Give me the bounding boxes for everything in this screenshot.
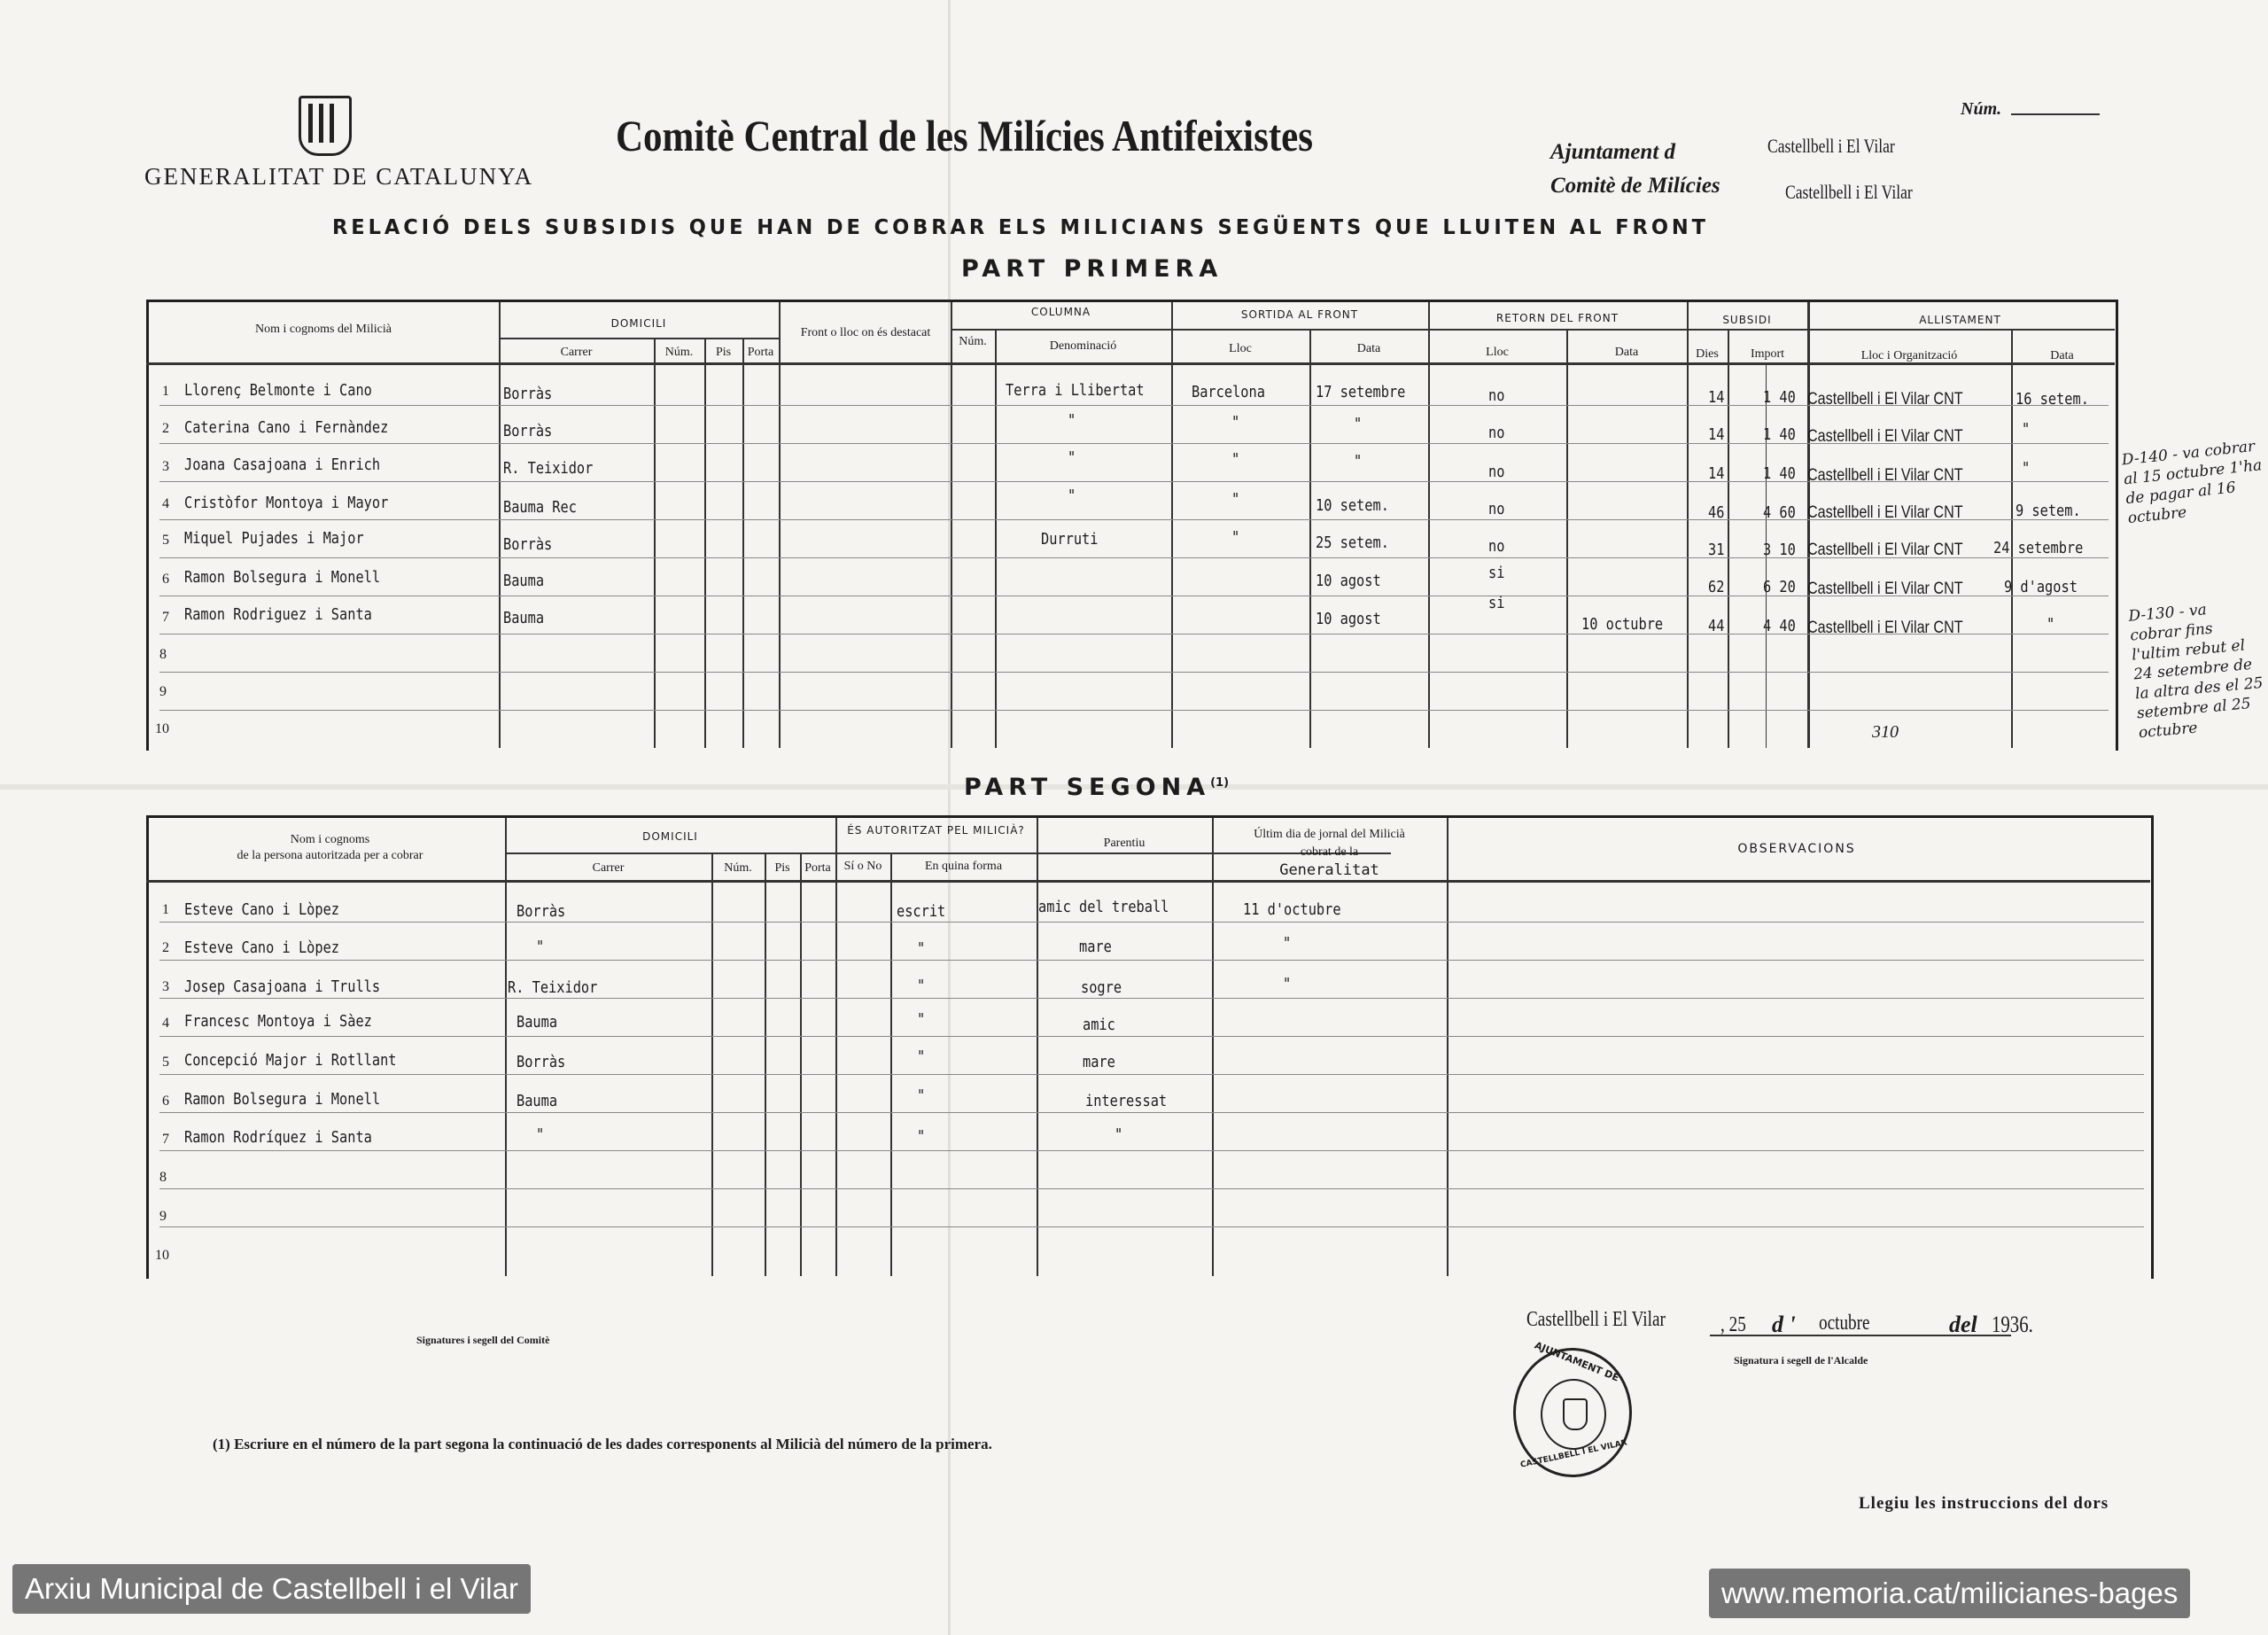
nom-cell: Ramon Bolsegura i Monell <box>184 1090 381 1109</box>
retorn-lloc-cell: si <box>1488 564 1505 582</box>
parentiu-cell: amic <box>1083 1016 1115 1034</box>
forma-cell: " <box>917 1047 926 1066</box>
day-value: , 25 <box>1720 1313 1746 1336</box>
th-num: Núm. <box>724 861 752 875</box>
carrer-cell: Bauma <box>517 1013 558 1032</box>
archive-label: Arxiu Municipal de Castellbell i el Vilar <box>12 1564 531 1614</box>
row-line <box>159 922 2144 923</box>
th-autoritzat: ÉS AUTORITZAT PEL MILICIÀ? <box>847 824 1025 837</box>
th-ultim-2: cobrat de la <box>1300 845 1359 859</box>
row-line <box>159 672 2109 673</box>
domicili-sub-line <box>499 338 779 339</box>
carrer-cell: " <box>536 1125 545 1144</box>
carrer-cell: Borràs <box>517 1053 566 1071</box>
row-line <box>159 1150 2144 1151</box>
denominacio-cell: " <box>1068 487 1076 505</box>
row-number: 6 <box>162 1094 169 1109</box>
row-number: 4 <box>162 496 169 511</box>
dies-cell: 14 <box>1708 388 1725 407</box>
row-number: 7 <box>162 1132 169 1147</box>
allistament-lloc-cell: Castellbell i El Vilar CNT <box>1807 427 1963 446</box>
carrer-cell: Borràs <box>503 422 553 440</box>
v-line <box>890 853 892 1276</box>
part2-table <box>146 815 2154 1279</box>
dies-cell: 14 <box>1708 464 1725 483</box>
row-number: 2 <box>162 940 169 955</box>
allistament-lloc-cell: Castellbell i El Vilar CNT <box>1807 503 1963 522</box>
group-sub-line <box>951 329 2115 331</box>
margin-note-2: D-130 - va cobrar fins l'ultim rebut el 24 setembre de la altra des el 25 setembre al 25 octubre <box>2127 601 2264 743</box>
sortida-data-cell: " <box>1354 452 1363 471</box>
seal-shield-icon <box>1563 1398 1588 1430</box>
parentiu-cell: interessat <box>1085 1092 1168 1110</box>
th-subsidi: SUBSIDI <box>1722 314 1772 326</box>
v-line <box>1309 329 1311 748</box>
retorn-lloc-cell: no <box>1488 424 1505 442</box>
footnote: (1) Escriure en el número de la part segona la continuació de les dades corresponents al Milicià del número de la primera. <box>213 1436 992 1452</box>
row-number: 10 <box>155 1248 169 1263</box>
th-ultim-3: Generalitat <box>1279 861 1379 879</box>
row-number: 1 <box>162 384 169 399</box>
row-number: 5 <box>162 533 169 548</box>
dies-cell: 31 <box>1708 541 1725 559</box>
v-line <box>765 853 766 1276</box>
denominacio-cell: " <box>1068 411 1076 430</box>
v-line <box>1447 818 1449 1276</box>
import-cell: 6 20 <box>1763 578 1796 596</box>
del-label: del <box>1949 1312 1977 1337</box>
v-line <box>704 338 706 748</box>
sortida-data-cell: 25 setem. <box>1316 533 1389 552</box>
th-num: Núm. <box>664 346 694 359</box>
row-line <box>159 1226 2144 1227</box>
row-line <box>159 1112 2144 1113</box>
th-domicili: DOMICILI <box>642 830 698 843</box>
row-number: 10 <box>155 721 169 736</box>
denominacio-cell: Terra i Llibertat <box>1006 381 1145 400</box>
nom-cell: Esteve Cano i Lòpez <box>184 900 340 919</box>
row-number: 6 <box>162 572 169 587</box>
v-line <box>800 853 802 1276</box>
th-pis: Pis <box>774 861 790 875</box>
ajuntament-label: Ajuntament d <box>1550 140 1676 164</box>
v-line <box>1037 818 1038 1276</box>
carrer-cell: Borràs <box>517 902 566 921</box>
forma-cell: escrit <box>897 902 946 921</box>
import-cell: 1 40 <box>1763 464 1796 483</box>
nom-cell: Esteve Cano i Lòpez <box>184 938 340 957</box>
subsidi-total: 310 <box>1872 722 1899 742</box>
th-sortida-data: Data <box>1356 342 1381 355</box>
nom-cell: Ramon Rodriguez i Santa <box>184 605 372 624</box>
th-porta: Porta <box>804 861 831 875</box>
comite-label: Comitè de Milícies <box>1550 174 1720 198</box>
row-number: 8 <box>159 647 167 662</box>
nom-cell: Ramon Bolsegura i Monell <box>184 568 381 587</box>
parentiu-cell: sogre <box>1081 978 1122 997</box>
ultim-cell: " <box>1283 934 1292 953</box>
th-nom: Nom i cognoms del Milicià <box>255 323 392 336</box>
carrer-cell: Bauma <box>503 572 545 590</box>
year-value: 1936. <box>1992 1312 2033 1337</box>
ajuntament-value: Castellbell i El Vilar <box>1767 135 1895 157</box>
v-line <box>1807 302 1810 748</box>
nom-cell: Miquel Pujades i Major <box>184 529 364 548</box>
num-label: Núm. <box>1961 99 2002 119</box>
v-line <box>1566 329 1568 748</box>
sortida-lloc-cell: Barcelona <box>1192 383 1265 401</box>
row-line <box>159 710 2109 711</box>
th-ultim-1: Últim dia de jornal del Milicià <box>1254 828 1405 841</box>
forma-cell: " <box>917 939 926 958</box>
sortida-data-cell: " <box>1354 415 1363 433</box>
website-label: www.memoria.cat/milicianes-bages <box>1709 1569 2190 1618</box>
v-line <box>499 302 501 748</box>
th-col-num: Núm. <box>959 335 987 348</box>
forma-cell: " <box>917 1010 926 1029</box>
row-number: 3 <box>162 979 169 994</box>
signatures-comite-label: Signatures i segell del Comitè <box>416 1334 550 1346</box>
row-line <box>159 960 2144 961</box>
month-value: octubre <box>1819 1312 1870 1335</box>
th-carrer: Carrer <box>592 861 625 875</box>
carrer-cell: " <box>536 938 545 956</box>
signatura-alcalde-label: Signatura i segell de l'Alcalde <box>1734 1354 1868 1366</box>
margin-note-1: D-140 - va cobrar al 15 octubre 1'ha de pagar al 16 octubre <box>2120 437 2264 528</box>
v-line <box>951 302 952 748</box>
dies-cell: 46 <box>1708 503 1725 522</box>
dies-cell: 44 <box>1708 617 1725 635</box>
instructions-note: Llegiu les instruccions del dors <box>1859 1494 2109 1513</box>
sortida-data-cell: 17 setembre <box>1316 383 1406 401</box>
carrer-cell: R. Teixidor <box>508 978 598 997</box>
place-value: Castellbell i El Vilar <box>1526 1308 1666 1331</box>
seal-text-bottom: CASTELLBELL I EL VILAR <box>1519 1438 1628 1470</box>
allistament-data-cell: " <box>2022 459 2031 478</box>
th-allistament: ALLISTAMENT <box>1919 314 2001 326</box>
nom-cell: Ramon Rodríquez i Santa <box>184 1128 372 1147</box>
d-label: d ' <box>1772 1312 1796 1337</box>
allistament-data-cell: " <box>2047 615 2055 634</box>
allistament-data-cell: 9 d'agost <box>2004 578 2078 596</box>
row-number: 4 <box>162 1016 169 1031</box>
v-line <box>1428 302 1430 748</box>
allistament-lloc-cell: Castellbell i El Vilar CNT <box>1807 580 1963 598</box>
seal-text-top: AJUNTAMENT DE <box>1533 1339 1621 1384</box>
sortida-lloc-cell: " <box>1231 450 1240 469</box>
row-line <box>159 998 2144 999</box>
ajuntament-seal-icon <box>1513 1339 1632 1477</box>
import-cell: 1 40 <box>1763 425 1796 444</box>
import-cell: 4 40 <box>1763 617 1796 635</box>
sortida-data-cell: 10 setem. <box>1316 496 1389 515</box>
th-dies: Dies <box>1696 347 1719 361</box>
carrer-cell: R. Teixidor <box>503 459 594 478</box>
v-line <box>654 338 656 748</box>
row-number: 7 <box>162 610 169 625</box>
v-line <box>779 302 781 748</box>
retorn-lloc-cell: si <box>1488 594 1505 612</box>
retorn-data-cell: 10 octubre <box>1581 615 1664 634</box>
dies-cell: 14 <box>1708 425 1725 444</box>
th-denominacio: Denominació <box>1049 339 1117 353</box>
v-line <box>505 818 507 1276</box>
carrer-cell: Borràs <box>503 535 553 554</box>
th-sortida-lloc: Lloc <box>1229 342 1252 355</box>
import-cell: 3 10 <box>1763 541 1796 559</box>
th-porta: Porta <box>747 346 774 359</box>
nom-cell: Joana Casajoana i Enrich <box>184 455 381 474</box>
generalitat-label: GENERALITAT DE CATALUNYA <box>144 163 534 190</box>
nom-cell: Llorenç Belmonte i Cano <box>184 381 372 400</box>
th-all-data: Data <box>2050 349 2074 362</box>
v-line <box>1171 302 1173 748</box>
import-cell: 4 60 <box>1763 503 1796 522</box>
row-line <box>159 1188 2144 1189</box>
allistament-data-cell: 24 setembre <box>1993 539 2084 557</box>
th-front: Front o lloc on és destacat <box>800 326 931 339</box>
v-line <box>1212 818 1214 1276</box>
th-parentiu: Parentiu <box>1103 837 1146 850</box>
carrer-cell: Borràs <box>503 385 553 403</box>
th-observacions: OBSERVACIONS <box>1737 842 1856 856</box>
carrer-cell: Bauma Rec <box>503 498 577 517</box>
row-number: 8 <box>159 1170 167 1185</box>
sortida-lloc-cell: " <box>1231 413 1240 432</box>
nom-cell: Francesc Montoya i Sàez <box>184 1012 372 1031</box>
forma-cell: " <box>917 1086 926 1105</box>
th-all-lloc: Lloc i Organització <box>1860 349 1958 362</box>
import-cell: 1 40 <box>1763 388 1796 407</box>
th-carrer: Carrer <box>560 346 593 359</box>
nom-cell: Josep Casajoana i Trulls <box>184 977 381 996</box>
carrer-cell: Bauma <box>517 1092 558 1110</box>
th-retorn-lloc: Lloc <box>1486 346 1509 359</box>
parentiu-cell: mare <box>1083 1053 1115 1071</box>
th-pis: Pis <box>715 346 732 359</box>
sortida-data-cell: 10 agost <box>1316 572 1381 590</box>
row-number: 9 <box>159 1209 167 1224</box>
part2-header-bottom <box>146 880 2150 883</box>
th-nom-1: Nom i cognoms <box>290 833 370 846</box>
v-line <box>995 329 997 748</box>
v-line <box>1687 302 1689 748</box>
document-title: Comitè Central de les Milícies Antifeixistes <box>616 111 1313 160</box>
row-line <box>159 1074 2144 1075</box>
nom-cell: Concepció Major i Rotllant <box>184 1051 397 1070</box>
retorn-lloc-cell: no <box>1488 500 1505 518</box>
row-line <box>159 1036 2144 1037</box>
relacio-heading: RELACIÓ DELS SUBSIDIS QUE HAN DE COBRAR ELS MILICIANS SEGÜENTS QUE LLUITEN AL FRONT <box>332 216 1709 239</box>
th-sortida: SORTIDA AL FRONT <box>1240 308 1359 321</box>
comite-value: Castellbell i El Vilar <box>1785 181 1913 203</box>
allistament-lloc-cell: Castellbell i El Vilar CNT <box>1807 541 1963 559</box>
allistament-lloc-cell: Castellbell i El Vilar CNT <box>1807 619 1963 637</box>
retorn-lloc-cell: no <box>1488 386 1505 405</box>
denominacio-cell: " <box>1068 448 1076 467</box>
forma-cell: " <box>917 1127 926 1146</box>
v-line <box>742 338 744 748</box>
seal-inner-ring <box>1541 1379 1606 1450</box>
allistament-data-cell: 9 setem. <box>2016 502 2081 520</box>
forma-cell: " <box>917 977 926 995</box>
row-number: 5 <box>162 1055 169 1070</box>
v-line <box>1728 329 1729 748</box>
denominacio-cell: Durruti <box>1041 530 1099 549</box>
th-forma: En quina forma <box>924 860 1003 873</box>
ultim-cell: " <box>1283 975 1292 993</box>
carrer-cell: Bauma <box>503 609 545 627</box>
th-domicili: DOMICILI <box>610 317 667 330</box>
part-segona-title: PART SEGONA$^{(1)}$ <box>964 774 1230 801</box>
v-line <box>835 818 837 1276</box>
allistament-lloc-cell: Castellbell i El Vilar CNT <box>1807 390 1963 409</box>
row-number: 3 <box>162 459 169 474</box>
nom-cell: Caterina Cano i Fernàndez <box>184 418 389 437</box>
row-number: 1 <box>162 902 169 917</box>
row-number: 9 <box>159 684 167 699</box>
row-number: 2 <box>162 421 169 436</box>
allistament-lloc-cell: Castellbell i El Vilar CNT <box>1807 466 1963 485</box>
parentiu-cell: mare <box>1079 938 1112 956</box>
ultim-cell: 11 d'octubre <box>1243 900 1341 919</box>
allistament-data-cell: " <box>2022 420 2031 439</box>
th-import: Import <box>1750 347 1785 361</box>
part-primera-title: PART PRIMERA <box>961 255 1223 283</box>
dies-cell: 62 <box>1708 578 1725 596</box>
sortida-lloc-cell: " <box>1231 490 1240 509</box>
date-line <box>1710 1335 2011 1336</box>
retorn-lloc-cell: no <box>1488 463 1505 481</box>
th-sino: Sí o No <box>843 860 882 873</box>
parentiu-cell: amic del treball <box>1038 898 1169 916</box>
th-nom-2: de la persona autoritzada per a cobrar <box>237 849 423 862</box>
v-line <box>711 853 713 1276</box>
num-line <box>2011 113 2100 115</box>
nom-cell: Cristòfor Montoya i Mayor <box>184 494 389 512</box>
sortida-data-cell: 10 agost <box>1316 610 1381 628</box>
th-retorn: RETORN DEL FRONT <box>1495 312 1619 324</box>
allistament-data-cell: 16 setem. <box>2016 390 2089 409</box>
part1-table <box>146 300 2118 751</box>
retorn-lloc-cell: no <box>1488 537 1505 556</box>
sortida-lloc-cell: " <box>1231 528 1240 547</box>
parentiu-cell: " <box>1115 1125 1123 1144</box>
generalitat-emblem-icon <box>299 96 352 156</box>
th-retorn-data: Data <box>1614 346 1639 359</box>
th-columna: COLUMNA <box>1030 306 1091 318</box>
